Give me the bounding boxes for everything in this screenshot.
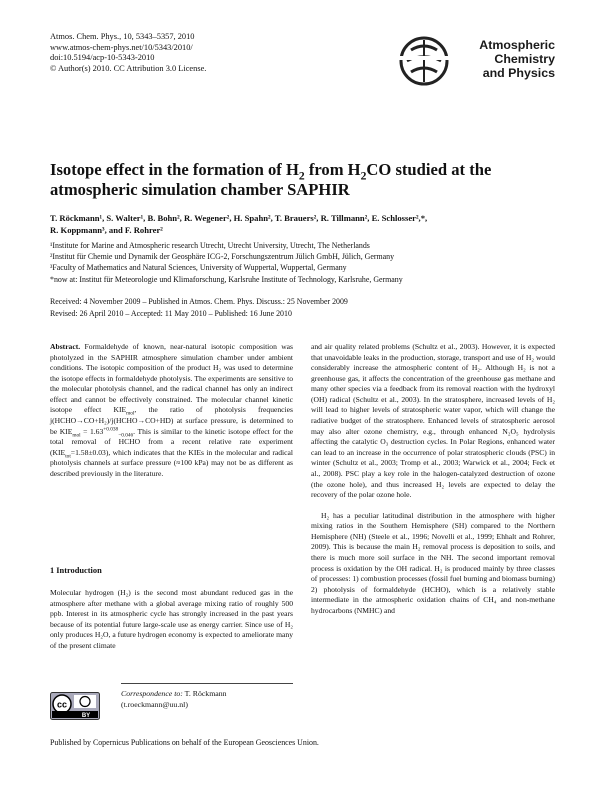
license-line: © Author(s) 2010. CC Attribution 3.0 License. bbox=[50, 63, 207, 73]
received-date: Received: 4 November 2009 – Published in Atmos. Chem. Phys. Discuss.: 25 November 2009 bbox=[50, 297, 348, 306]
introduction-text: Molecular hydrogen (H₂) is the second most abundant reduced gas in the atmosphere after methane with a global average mixing ratio of roughly 500 ppb. Interest in its atmospheric cycle has strongly increased in the past years because of its potential future large-scale use as energy carrier. Since use of H₂ only produces H₂O, a future hydrogen economy is expected to ameliorate many of the present climate bbox=[50, 588, 293, 650]
paragraph: and air quality related problems (Schultz et al., 2003). However, it is expected that unavoidable leaks in the production, storage, transport and use of H₂ would considerably increase the atmospheric content of H₂. Although H₂ is not a greenhouse gas, it affects the concentration of the greenhouse gas methane and many other species via a feedback from its removal reaction with the hydroxyl (OH) radical (Schultz et al., 2003). In the stratosphere, increased levels of H₂ will lead to higher levels of stratospheric water vapor, which will change the radiative budget of the stratosphere. Enhanced levels of stratospheric aerosol may also alter ozone chemistry, e.g., through enhanced N₂O₅ hydrolysis affecting the catalytic O₃ destruction cycles. In Polar Regions, enhanced water can lead to an increase in the occurrence of polar stratospheric clouds (PSC) in winter (Schultz et al., 2003; Tromp et al., 2003; Warwick et al., 2004; Feck et al., 2008). PSC play a key role in the halogen-catalyzed destruction of ozone (the ozone hole), and thus increased H₂ levels are expected to delay the recovery of the polar ozone hole. bbox=[311, 342, 555, 500]
journal-logo bbox=[397, 34, 557, 88]
author-line: R. Koppmann³, and F. Rohrer² bbox=[50, 225, 163, 236]
journal-name: Atmospheric Chemistry and Physics bbox=[479, 38, 555, 80]
cc-text: cc bbox=[56, 699, 68, 710]
right-column-text bbox=[311, 342, 555, 616]
publisher-footer: Published by Copernicus Publications on behalf of the European Geosciences Union. bbox=[50, 738, 319, 747]
citation-header bbox=[50, 32, 206, 74]
journal-citation: Atmos. Chem. Phys., 10, 5343–5357, 2010 bbox=[50, 32, 195, 41]
article-url[interactable]: www.atmos-chem-phys.net/10/5343/2010/ bbox=[50, 42, 193, 52]
correspondence-email[interactable]: (t.roeckmann@uu.nl) bbox=[121, 699, 188, 709]
journal-emblem-icon bbox=[397, 34, 455, 88]
footnote-divider bbox=[121, 683, 293, 684]
section-heading-introduction: 1 Introduction bbox=[50, 566, 102, 575]
abstract-label: Abstract. bbox=[50, 342, 81, 351]
abstract: Abstract. Formaldehyde of known, near-natural isotopic composition was photolyzed in the SAPHIR atmosphere simulation chamber under ambient conditions. The isotopic composition of the product H₂ was used to determine the isotope effects in formaldehyde photolysis. The experiments are sensitive to the molecular photolysis channel, and the radical channel has only an indirect effect and cannot be effectively constrained. The molecular channel kinetic isotope effect $KIE_{mol}$, the ratio of photolysis frequencies j(HCHO→CO+H₂)/j(HCHO→CO+HD) at surface pressure, is determined to be $KIE_{mol} = 1.63^{+0.038}_{-0.046}$. This is similar to the kinetic isotope effect for the total removal of HCHO from a recent relative rate experiment $(KIE_{tot}=1.58\pm 0.03)$, which indicates that the KIEs in the molecular and radical photolysis channels at surface pressure (≈100 kPa) may not be as different as described previously in the literature. bbox=[50, 342, 293, 478]
author-line: T. Röckmann¹, S. Walter¹, B. Bohn², R. Wegener², H. Spahn², T. Brauers², R. Tillmann², E. Schlosser²,*, bbox=[50, 213, 428, 223]
correspondence-name: T. Röckmann bbox=[182, 689, 227, 698]
author-list bbox=[50, 212, 555, 236]
affiliation: *now at: Institut für Meteorologie und Klimaforschung, Karlsruhe Institute of Technology, Karlsruhe, Germany bbox=[50, 274, 403, 284]
correspondence bbox=[121, 689, 227, 711]
affiliation: ¹Institute for Marine and Atmospheric research Utrecht, Utrecht University, Utrecht, The Netherlands bbox=[50, 241, 370, 250]
cc-by-license-icon[interactable] bbox=[50, 692, 100, 720]
paragraph: H₂ has a peculiar latitudinal distribution in the atmosphere with higher mixing ratios in the Southern Hemisphere (SH) compared to the Northern Hemisphere (NH) (Steele et al., 1996; Novelli et al., 1999; Ehhalt and Rohrer, 2009). This is because the main H₂ removal process is deposition to soils, and there is much more soil surface in the NH. The second important removal process is oxidation by the OH radical. H₂ is produced mainly by three classes of processes: 1) combustion processes (fossil fuel burning and biomass burning) 2) photolysis of formaldehyde (HCHO), which is a relatively stable intermediate in the atmospheric oxidation chains of CH₄ and non-methane hydrocarbons (NMHC) and bbox=[311, 510, 555, 615]
paper-title: Isotope effect in the formation of $H_2$ from $H_2CO$ studied at the atmospheric simulation chamber SAPHIR bbox=[50, 160, 492, 199]
revised-date: Revised: 26 April 2010 – Accepted: 11 May 2010 – Published: 16 June 2010 bbox=[50, 308, 292, 318]
correspondence-label: Correspondence to: bbox=[121, 689, 183, 698]
affiliation: ²Institut für Chemie und Dynamik der Geosphäre ICG-2, Forschungszentrum Jülich GmbH, Jülich, Germany bbox=[50, 252, 395, 262]
by-text: BY bbox=[81, 713, 91, 719]
doi-line[interactable]: doi:10.5194/acp-10-5343-2010 bbox=[50, 53, 155, 63]
affiliation: ³Faculty of Mathematics and Natural Sciences, University of Wuppertal, Wuppertal, Germany bbox=[50, 263, 347, 273]
affiliations bbox=[50, 240, 555, 285]
publication-dates bbox=[50, 296, 555, 319]
